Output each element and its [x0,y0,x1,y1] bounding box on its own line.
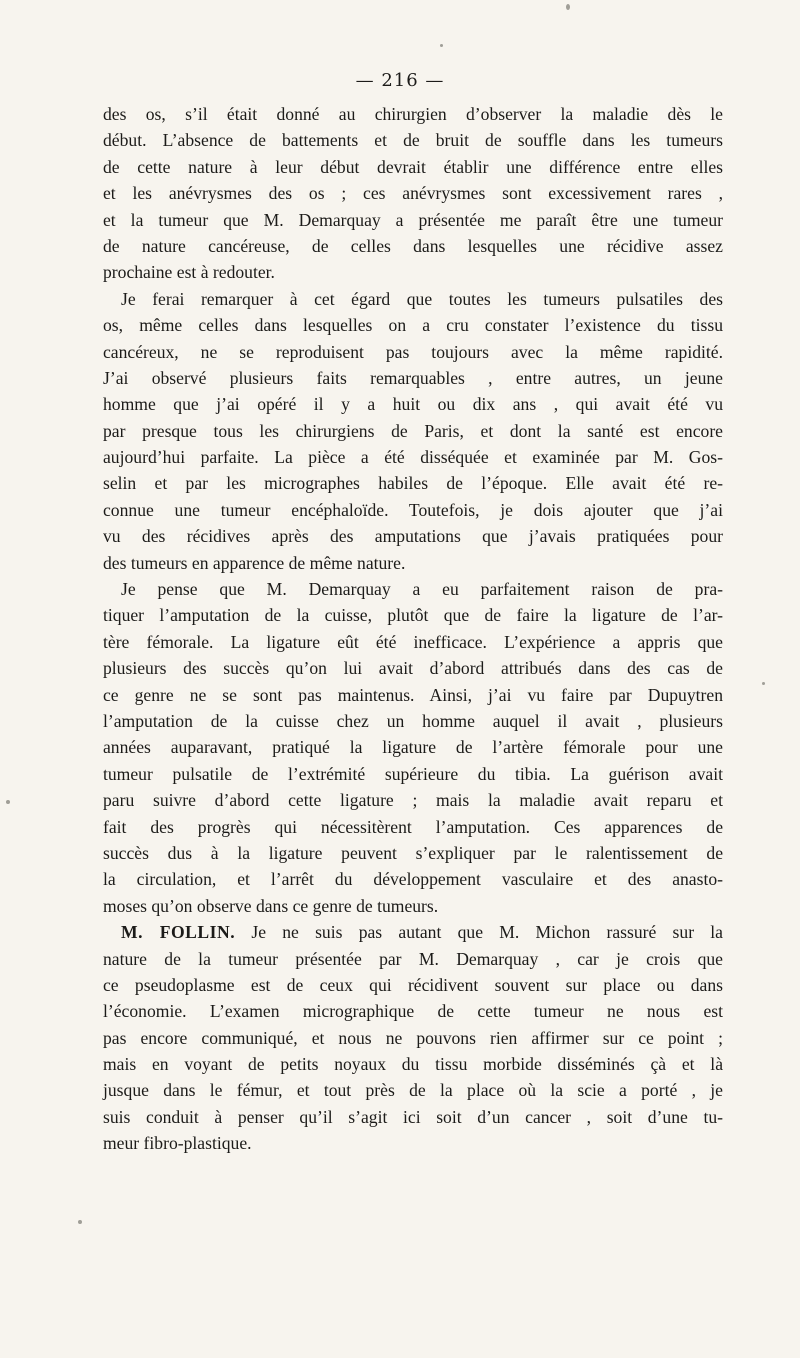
ink-speck [6,800,10,804]
text-line: succès dus à la ligature peuvent s’expliquer par le ralentissement de [103,842,723,863]
text-line: plusieurs des succès qu’on lui avait d’abord attribués dans des cas de [103,658,723,679]
text-line: tumeur pulsatile de l’extrémité supérieure du tibia. La guérison avait [103,763,723,784]
text-line: début. L’absence de battements et de bruit de souffle dans les tumeurs [103,130,723,151]
text-line: et la tumeur que M. Demarquay a présentée me paraît être une tumeur [103,209,723,230]
text-line: tère fémorale. La ligature eût été inefficace. L’expérience a appris que [103,631,723,652]
text-line: os, même celles dans lesquelles on a cru constater l’existence du tissu [103,315,723,336]
text-line: de cette nature à leur début devrait établir une différence entre elles [103,156,723,177]
text-line: aujourd’hui parfaite. La pièce a été disséquée et examinée par M. Gos- [103,447,723,468]
text-line: prochaine est à redouter. [103,262,275,283]
text-line: années auparavant, pratiqué la ligature de l’artère fémorale pour une [103,737,723,758]
ink-speck [762,682,765,685]
text-line: la circulation, et l’arrêt du développement vasculaire et des anasto- [103,869,723,890]
text-line: l’économie. L’examen micrographique de cette tumeur ne nous est [103,1001,723,1022]
speaker-name: M. FOLLIN. [121,922,236,943]
text-line: ce genre ne se sont pas maintenus. Ainsi, j’ai vu faire par Dupuytren [103,684,723,705]
text-line: Je ferai remarquer à cet égard que toutes les tumeurs pulsatiles des [121,288,723,309]
text-line: nature de la tumeur présentée par M. Demarquay , car je crois que [103,948,723,969]
text-line: pas encore communiqué, et nous ne pouvons rien affirmer sur ce point ; [103,1027,723,1048]
body-text [103,101,723,1157]
speaker-line-text: Je ne suis pas autant que M. Michon rassuré sur la [251,922,723,943]
text-line: homme que j’ai opéré il y a huit ou dix ans , qui avait été vu [103,394,723,415]
text-line: paru suivre d’abord cette ligature ; mais la maladie avait reparu et [103,790,723,811]
text-line: des tumeurs en apparence de même nature. [103,552,406,573]
text-line: l’amputation de la cuisse chez un homme auquel il avait , plusieurs [103,710,723,731]
text-line: tiquer l’amputation de la cuisse, plutôt que de faire la ligature de l’ar- [103,605,723,626]
paragraph-1 [103,101,723,286]
text-line: connue une tumeur encéphaloïde. Toutefois, je dois ajouter que j’ai [103,499,723,520]
text-line: suis conduit à penser qu’il s’agit ici soit d’un cancer , soit d’une tu- [103,1106,723,1127]
text-line: meur fibro-plastique. [103,1133,252,1154]
text-line: Je pense que M. Demarquay a eu parfaitement raison de pra- [121,579,723,600]
text-line: et les anévrysmes des os ; ces anévrysmes sont excessivement rares , [103,183,723,204]
paragraph-3 [103,576,723,919]
text-line: mais en voyant de petits noyaux du tissu morbide disséminés çà et là [103,1054,723,1075]
text-line: jusque dans le fémur, et tout près de la place où la scie a porté , je [103,1080,723,1101]
text-line: moses qu’on observe dans ce genre de tumeurs. [103,895,439,916]
text-line: ce pseudoplasme est de ceux qui récidivent souvent sur place ou dans [103,974,723,995]
text-line: vu des récidives après des amputations que j’avais pratiquées pour [103,526,723,547]
text-line: selin et par les micrographes habiles de l’époque. Elle avait été re- [103,473,723,494]
text-line: J’ai observé plusieurs faits remarquables , entre autres, un jeune [103,367,723,388]
text-line: fait des progrès qui nécessitèrent l’amputation. Ces apparences de [103,816,723,837]
text-line: par presque tous les chirurgiens de Paris, et dont la santé est encore [103,420,723,441]
ink-speck [566,4,570,10]
paragraph-4 [103,919,723,1157]
page-number: — 216 — [355,70,445,91]
text-line: cancéreux, ne se reproduisent pas toujours avec la même rapidité. [103,341,723,362]
paragraph-2 [103,286,723,576]
text-line: de nature cancéreuse, de celles dans lesquelles une récidive assez [103,235,723,256]
text-line: des os, s’il était donné au chirurgien d’observer la maladie dès le [103,104,723,124]
ink-speck [440,44,443,47]
ink-speck [78,1220,82,1224]
text-line [103,919,723,945]
